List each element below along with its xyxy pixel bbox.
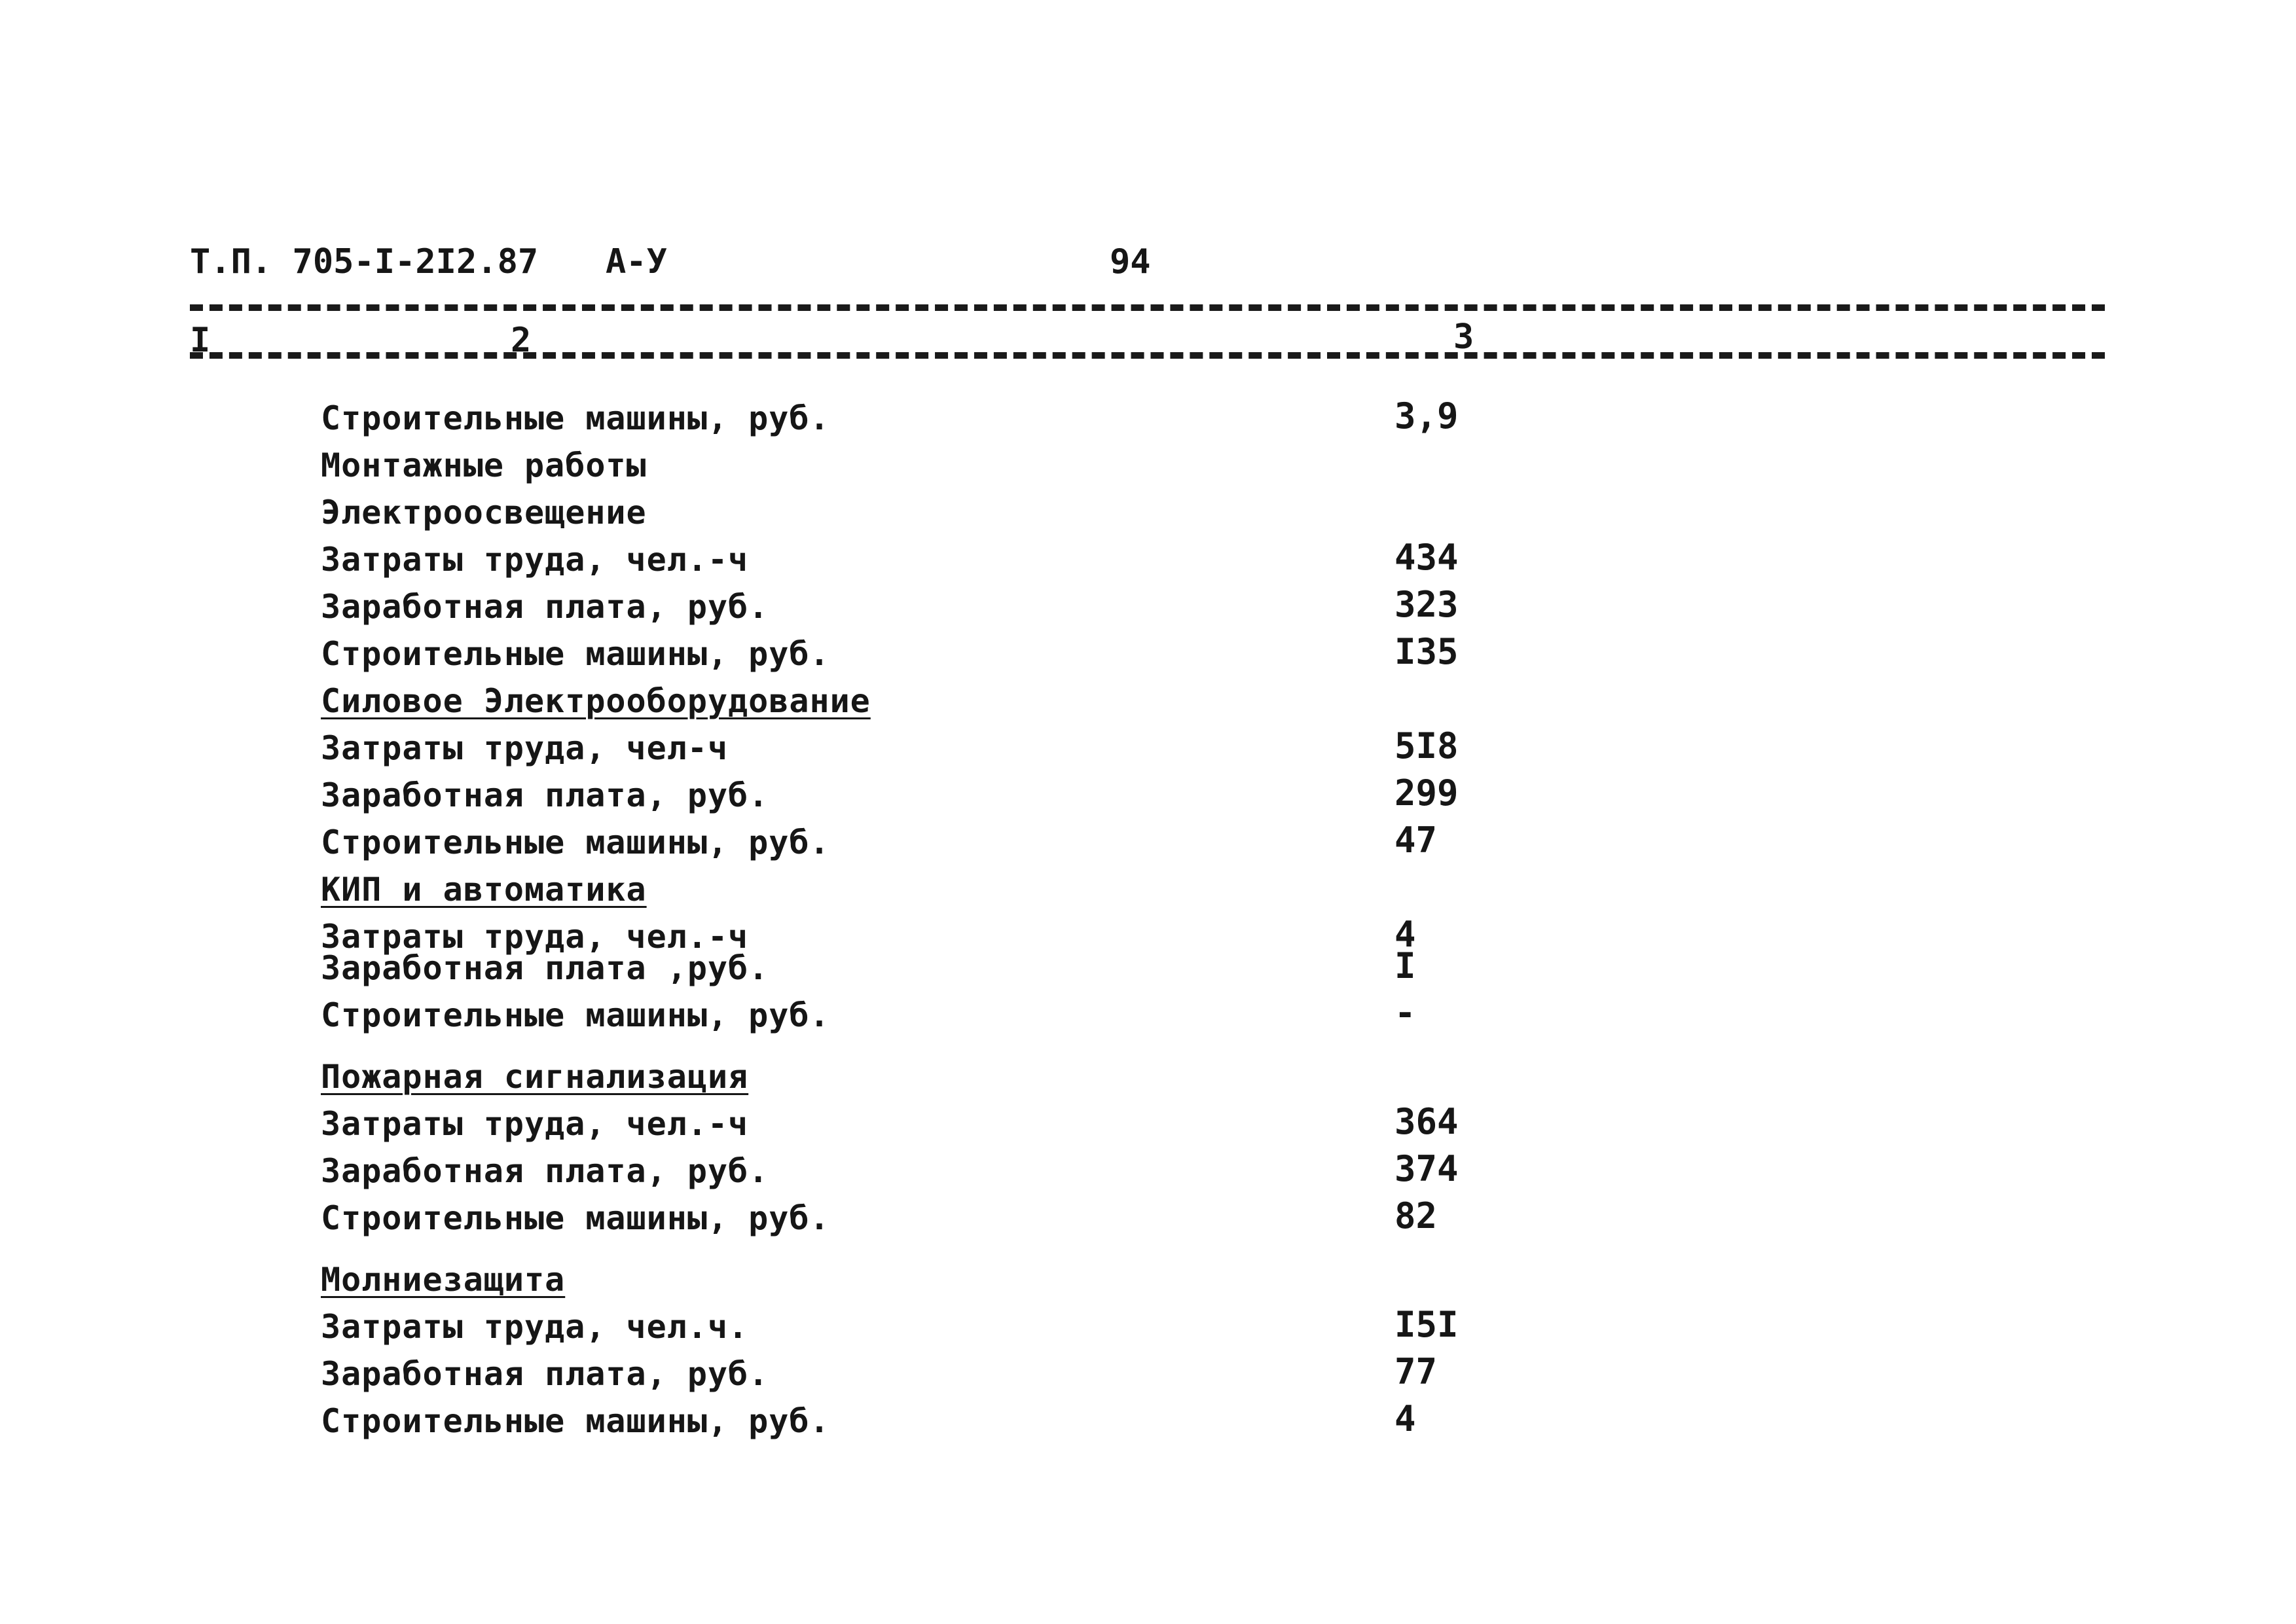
row-label: Затраты труда, чел.-ч — [321, 1105, 749, 1143]
table-row — [321, 631, 1827, 682]
row-value: 82 — [1394, 1195, 1438, 1236]
row-value: 4 — [1394, 1398, 1416, 1439]
row-label: Строительные машины, руб. — [321, 1402, 830, 1440]
section-heading-row — [321, 1058, 1827, 1105]
table-row — [321, 820, 1827, 871]
row-label: Затраты труда, чел.-ч — [321, 918, 749, 956]
row-label: Строительные машины, руб. — [321, 996, 830, 1034]
table-row — [321, 945, 1827, 996]
document-code: Т.П. 705-I-2I2.87 — [190, 242, 539, 281]
row-value: 5I8 — [1394, 725, 1459, 767]
row-value: 77 — [1394, 1351, 1438, 1392]
section-heading: Пожарная сигнализация — [321, 1058, 749, 1096]
row-label: Заработная плата, руб. — [321, 588, 769, 626]
column-number-1: I — [190, 321, 211, 360]
row-label: Заработная плата, руб. — [321, 1355, 769, 1393]
row-label: Строительные машины, руб. — [321, 1199, 830, 1237]
table-row — [321, 1304, 1827, 1355]
row-label: Электроосвещение — [321, 494, 647, 532]
row-value: I35 — [1394, 631, 1459, 672]
section-heading-row — [321, 682, 1827, 729]
table-row — [321, 1101, 1827, 1152]
section-heading-row — [321, 1261, 1827, 1308]
column-number-3: 3 — [1453, 317, 1474, 357]
section-heading: КИП и автоматика — [321, 871, 647, 909]
row-value: 4 — [1394, 914, 1416, 955]
row-label: Строительные машины, руб. — [321, 399, 830, 437]
row-value: 374 — [1394, 1148, 1459, 1189]
row-value: I — [1394, 945, 1416, 986]
row-value: 434 — [1394, 537, 1459, 578]
table-row — [321, 446, 1827, 494]
section-heading: Силовое Электрооборудование — [321, 682, 871, 720]
row-label: Затраты труда, чел.-ч — [321, 541, 749, 579]
table-row — [321, 772, 1827, 823]
row-label: Строительные машины, руб. — [321, 635, 830, 673]
table-row — [321, 1351, 1827, 1402]
table-row — [321, 992, 1827, 1043]
section-heading-row — [321, 871, 1827, 918]
table-row — [321, 725, 1827, 776]
row-label: Строительные машины, руб. — [321, 823, 830, 861]
row-value: I5I — [1394, 1304, 1459, 1345]
row-label: Заработная плата, руб. — [321, 776, 769, 814]
row-label: Затраты труда, чел-ч — [321, 729, 729, 767]
section-heading: Молниезащита — [321, 1261, 566, 1299]
table-header-rule — [190, 352, 2105, 359]
row-value: 364 — [1394, 1101, 1459, 1142]
table-row — [321, 494, 1827, 541]
row-value: 323 — [1394, 584, 1459, 625]
table-row — [321, 537, 1827, 588]
row-label: Затраты труда, чел.ч. — [321, 1308, 749, 1346]
table-row — [321, 395, 1827, 446]
table-row — [321, 1195, 1827, 1246]
album-code: А-У — [606, 242, 667, 281]
table-row — [321, 584, 1827, 635]
table-top-rule — [190, 304, 2105, 311]
row-label: Заработная плата ,руб. — [321, 949, 769, 987]
row-label: Заработная плата, руб. — [321, 1152, 769, 1190]
row-value: 299 — [1394, 772, 1459, 814]
row-value: 47 — [1394, 820, 1438, 861]
row-value: 3,9 — [1394, 395, 1459, 437]
row-label: Монтажные работы — [321, 446, 647, 484]
table-row — [321, 1398, 1827, 1449]
page-number: 94 — [1110, 242, 1151, 281]
table-row — [321, 1148, 1827, 1199]
column-number-2: 2 — [511, 321, 532, 360]
row-value: - — [1394, 992, 1416, 1034]
